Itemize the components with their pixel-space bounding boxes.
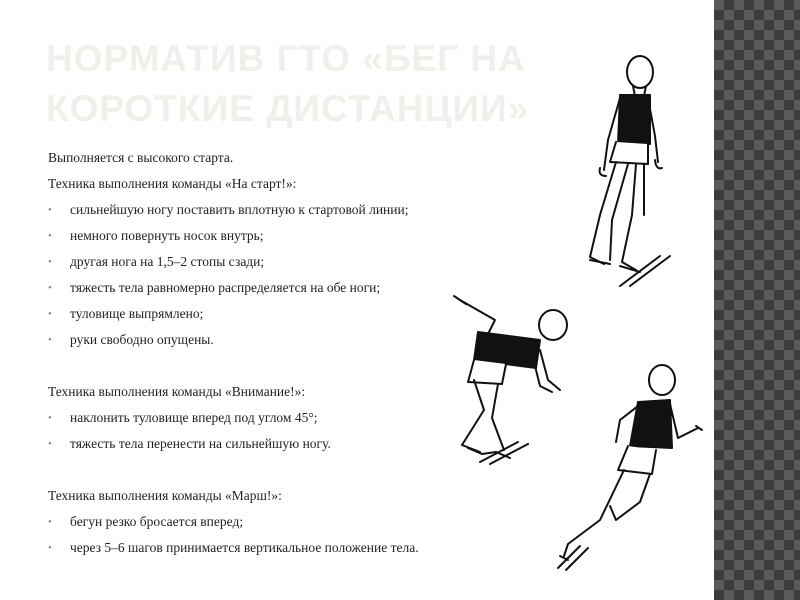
list-item-text: бегун резко бросается вперед; <box>70 514 244 529</box>
list-item-text: наклонить туловище вперед под углом 45°; <box>70 410 318 425</box>
bullet-icon: • <box>48 308 52 320</box>
runner-illustrations <box>440 50 710 590</box>
slide-title: НОРМАТИВ ГТО «БЕГ НА КОРОТКИЕ ДИСТАНЦИИ» <box>46 38 530 129</box>
bullet-icon: • <box>48 438 52 450</box>
list-item-text: сильнейшую ногу поставить вплотную к стартовой линии; <box>70 202 409 217</box>
intro-text: Выполняется с высокого старта. <box>48 150 234 165</box>
runner-standing-start-icon <box>590 56 670 286</box>
bullet-icon: • <box>48 282 52 294</box>
bullet-icon: • <box>48 230 52 242</box>
list-item-text: тяжесть тела равномерно распределяется на обе ноги; <box>70 280 381 295</box>
list-item-text: немного повернуть носок внутрь; <box>70 228 264 243</box>
section-heading-on-start: Техника выполнения команды «На старт!»: <box>48 176 297 191</box>
list-item-text: через 5–6 шагов принимается вертикальное положение тела. <box>70 540 419 555</box>
runner-attention-pose-icon <box>454 296 567 464</box>
list-item-text: туловище выпрямлено; <box>70 306 204 321</box>
bullet-icon: • <box>48 412 52 424</box>
bullet-icon: • <box>48 516 52 528</box>
section-heading-attention: Техника выполнения команды «Внимание!»: <box>48 384 306 399</box>
bullet-icon: • <box>48 334 52 346</box>
decorative-pattern-strip <box>714 0 800 600</box>
list-item-text: руки свободно опущены. <box>70 332 214 347</box>
runner-sprint-icon <box>558 365 702 570</box>
section-heading-march: Техника выполнения команды «Марш!»: <box>48 488 282 503</box>
list-item-text: другая нога на 1,5–2 стопы сзади; <box>70 254 265 269</box>
bullet-icon: • <box>48 542 52 554</box>
bullet-icon: • <box>48 256 52 268</box>
bullet-icon: • <box>48 204 52 216</box>
list-item-text: тяжесть тела перенести на сильнейшую ногу. <box>70 436 331 451</box>
